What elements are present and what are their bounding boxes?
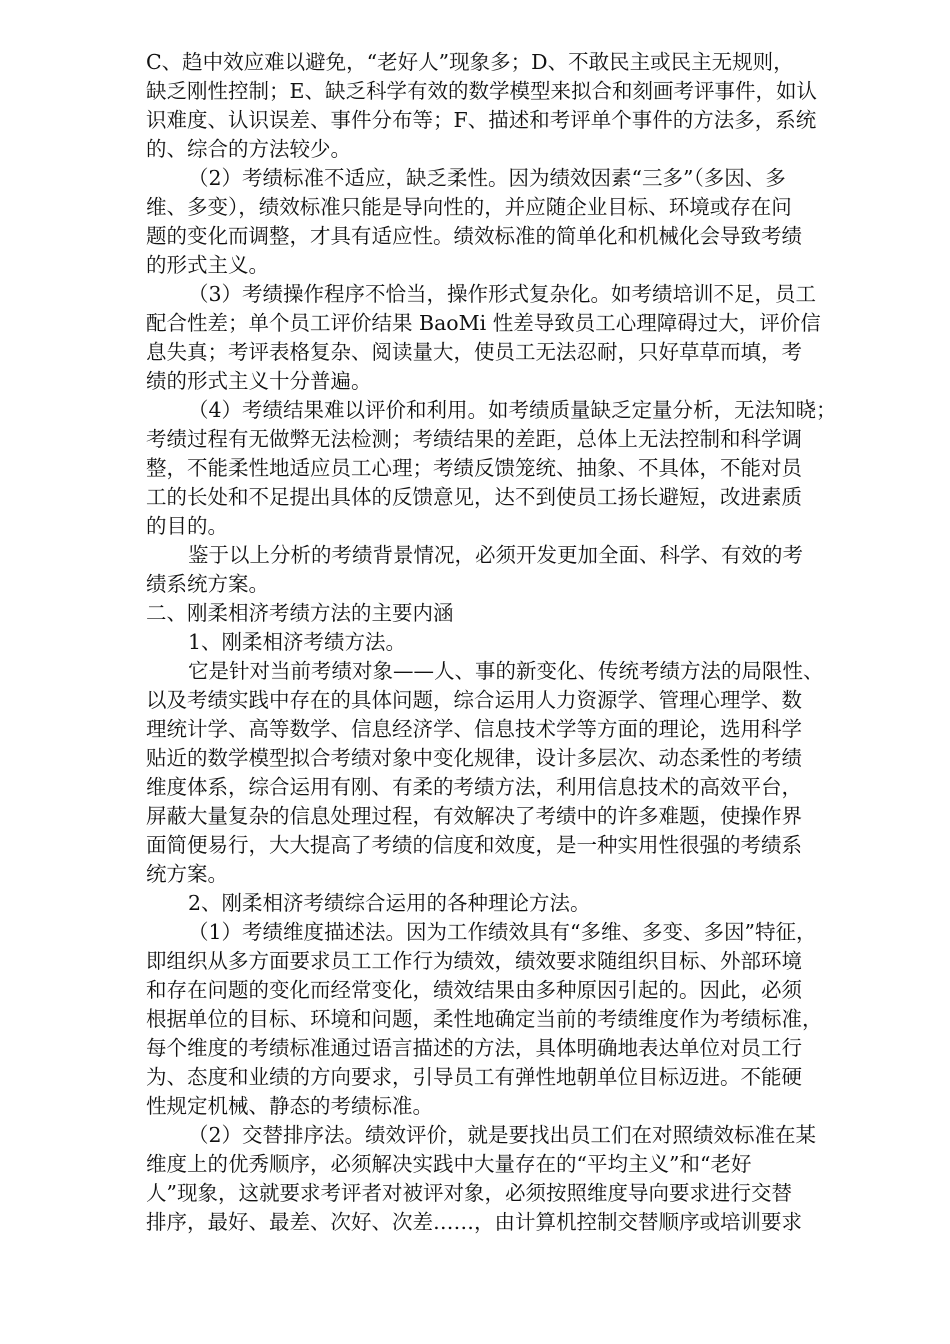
text-line: 1、刚柔相济考绩方法。 xyxy=(188,630,407,654)
text-line: 题的变化而调整，才具有适应性。绩效标准的简单化和机械化会导致考绩 xyxy=(146,224,802,248)
text-line: 鉴于以上分析的考绩背景情况，必须开发更加全面、科学、有效的考 xyxy=(188,543,803,567)
text-line: 根据单位的目标、环境和问题，柔性地确定当前的考绩维度作为考绩标准， xyxy=(146,1007,823,1031)
text-line: 2、刚柔相济考绩综合运用的各种理论方法。 xyxy=(188,891,591,915)
text-line: 绩的形式主义十分普遍。 xyxy=(146,369,372,393)
text-line: 整，不能柔性地适应员工心理；考绩反馈笼统、抽象、不具体，不能对员 xyxy=(146,456,802,480)
text-line: 排序，最好、最差、次好、次差……，由计算机控制交替顺序或培训要求 xyxy=(146,1210,802,1234)
text-line: 它是针对当前考绩对象——人、事的新变化、传统考绩方法的局限性、 xyxy=(188,659,824,683)
text-line: 和存在问题的变化而经常变化，绩效结果由多种原因引起的。因此，必须 xyxy=(146,978,802,1002)
text-line: 性规定机械、静态的考绩标准。 xyxy=(146,1094,433,1118)
text-line: （2）考绩标准不适应，缺乏柔性。因为绩效因素“三多”（多因、多 xyxy=(188,166,786,190)
text-line: 配合性差；单个员工评价结果 BaoMi 性差导致员工心理障碍过大，评价信 xyxy=(146,311,821,335)
text-line: 贴近的数学模型拟合考绩对象中变化规律，设计多层次、动态柔性的考绩 xyxy=(146,746,802,770)
text-line: 统方案。 xyxy=(146,862,228,886)
text-line: （4）考绩结果难以评价和利用。如考绩质量缺乏定量分析，无法知晓； xyxy=(188,398,837,422)
text-line: 维度上的优秀顺序，必须解决实践中大量存在的“平均主义”和“老好 xyxy=(146,1152,752,1176)
text-line: 每个维度的考绩标准通过语言描述的方法，具体明确地表达单位对员工行 xyxy=(146,1036,802,1060)
text-line: 维、多变），绩效标准只能是导向性的，并应随企业目标、环境或存在问 xyxy=(146,195,792,219)
text-line: 工的长处和不足提出具体的反馈意见，达不到使员工扬长避短，改进素质 xyxy=(146,485,802,509)
text-line: 识难度、认识误差、事件分布等；F、描述和考评单个事件的方法多，系统 xyxy=(146,108,817,132)
text-line: 以及考绩实践中存在的具体问题，综合运用人力资源学、管理心理学、数 xyxy=(146,688,802,712)
text-line: C、趋中效应难以避免，“老好人”现象多；D、不敢民主或民主无规则， xyxy=(146,50,794,74)
text-line: 二、刚柔相济考绩方法的主要内涵 xyxy=(146,601,454,625)
text-line: （2）交替排序法。绩效评价，就是要找出员工们在对照绩效标准在某 xyxy=(188,1123,817,1147)
text-line: 屏蔽大量复杂的信息处理过程，有效解决了考绩中的许多难题，使操作界 xyxy=(146,804,802,828)
text-line: 即组织从多方面要求员工工作行为绩效，绩效要求随组织目标、外部环境 xyxy=(146,949,802,973)
text-line: 绩系统方案。 xyxy=(146,572,269,596)
text-line: 面简便易行，大大提高了考绩的信度和效度，是一种实用性很强的考绩系 xyxy=(146,833,802,857)
text-line: 的目的。 xyxy=(146,514,228,538)
text-line: （3）考绩操作程序不恰当，操作形式复杂化。如考绩培训不足，员工 xyxy=(188,282,817,306)
text-line: 的形式主义。 xyxy=(146,253,269,277)
text-line: 为、态度和业绩的方向要求，引导员工有弹性地朝单位目标迈进。不能硬 xyxy=(146,1065,802,1089)
text-line: （1）考绩维度描述法。因为工作绩效具有“多维、多变、多因”特征， xyxy=(188,920,817,944)
text-line: 缺乏刚性控制；E、缺乏科学有效的数学模型来拟合和刻画考评事件，如认 xyxy=(146,79,817,103)
text-line: 人”现象，这就要求考评者对被评对象，必须按照维度导向要求进行交替 xyxy=(146,1181,792,1205)
text-line: 维度体系，综合运用有刚、有柔的考绩方法，利用信息技术的高效平台， xyxy=(146,775,802,799)
text-line: 息失真；考评表格复杂、阅读量大，使员工无法忍耐，只好草草而填，考 xyxy=(146,340,802,364)
text-line: 理统计学、高等数学、信息经济学、信息技术学等方面的理论，选用科学 xyxy=(146,717,802,741)
text-line: 的、综合的方法较少。 xyxy=(146,137,351,161)
text-line: 考绩过程有无做弊无法检测；考绩结果的差距，总体上无法控制和科学调 xyxy=(146,427,802,451)
document-body xyxy=(146,48,886,1237)
